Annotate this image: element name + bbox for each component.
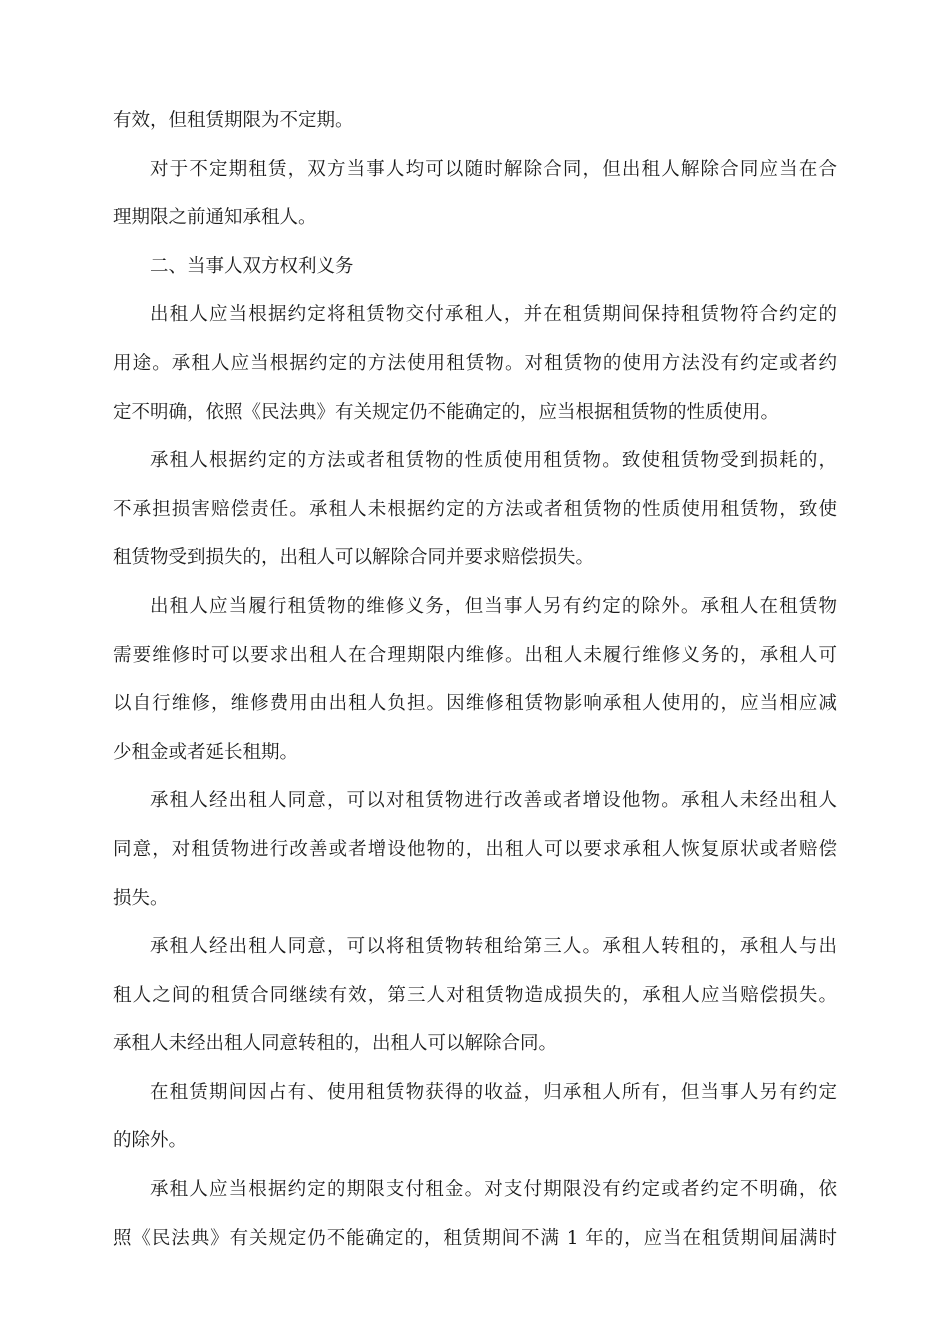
- text-line: 承租人经出租人同意，可以将租赁物转租给第三人。承租人转租的，承租人与出: [150, 936, 837, 958]
- text-line: 承租人未经出租人同意转租的，出租人可以解除合同。: [113, 1033, 558, 1055]
- paragraph-lessee-usage: [113, 437, 837, 583]
- paragraph-indefinite-lease: [113, 146, 837, 243]
- text-line: 出租人应当根据约定将租赁物交付承租人，并在租赁期间保持租赁物符合约定的: [150, 304, 837, 326]
- text-line: 不承担损害赔偿责任。承租人未根据约定的方法或者租赁物的性质使用租赁物，致使: [113, 498, 837, 520]
- text-line: 以自行维修，维修费用由出租人负担。因维修租赁物影响承租人使用的，应当相应减: [113, 693, 837, 715]
- paragraph-continuation: [113, 97, 837, 146]
- text-line: 承租人经出租人同意，可以对租赁物进行改善或者增设他物。承租人未经出租人: [150, 790, 837, 812]
- text-line: 理期限之前通知承租人。: [113, 207, 317, 229]
- text-line: 承租人根据约定的方法或者租赁物的性质使用租赁物。致使租赁物受到损耗的，: [150, 450, 837, 472]
- paragraph-sublease: [113, 923, 837, 1069]
- section-heading-text: 二、当事人双方权利义务: [150, 255, 354, 277]
- paragraph-lessor-delivery: [113, 291, 837, 437]
- paragraph-maintenance: [113, 583, 837, 777]
- document-body: [113, 97, 837, 1263]
- text-line: 对于不定期租赁，双方当事人均可以随时解除合同，但出租人解除合同应当在合: [150, 158, 837, 180]
- text-line: 出租人应当履行租赁物的维修义务，但当事人另有约定的除外。承租人在租赁物: [150, 595, 837, 617]
- text-line: 承租人应当根据约定的期限支付租金。对支付期限没有约定或者约定不明确，依: [150, 1179, 837, 1201]
- paragraph-improvements: [113, 777, 837, 923]
- paragraph-rent-payment: [113, 1166, 837, 1263]
- text-line: 少租金或者延长租期。: [113, 741, 299, 763]
- text-line: 需要维修时可以要求出租人在合理期限内维修。出租人未履行维修义务的，承租人可: [113, 644, 837, 666]
- text-line: 在租赁期间因占有、使用租赁物获得的收益，归承租人所有，但当事人另有约定: [150, 1081, 837, 1103]
- text-line: 定不明确，依照《民法典》有关规定仍不能确定的，应当根据租赁物的性质使用。: [113, 401, 780, 423]
- text-line: 租人之间的租赁合同继续有效，第三人对租赁物造成损失的，承租人应当赔偿损失。: [113, 984, 837, 1006]
- text-line: 照《民法典》有关规定仍不能确定的，租赁期间不满 1 年的，应当在租赁期间届满时: [113, 1227, 837, 1249]
- text-line: 有效，但租赁期限为不定期。: [113, 110, 354, 131]
- section-heading: [113, 243, 837, 292]
- text-line: 损失。: [113, 887, 169, 909]
- text-line: 用途。承租人应当根据约定的方法使用租赁物。对租赁物的使用方法没有约定或者约: [113, 352, 837, 374]
- paragraph-proceeds: [113, 1069, 837, 1166]
- text-line: 同意，对租赁物进行改善或者增设他物的，出租人可以要求承租人恢复原状或者赔偿: [113, 838, 837, 860]
- text-line: 的除外。: [113, 1130, 188, 1152]
- text-line: 租赁物受到损失的，出租人可以解除合同并要求赔偿损失。: [113, 547, 595, 569]
